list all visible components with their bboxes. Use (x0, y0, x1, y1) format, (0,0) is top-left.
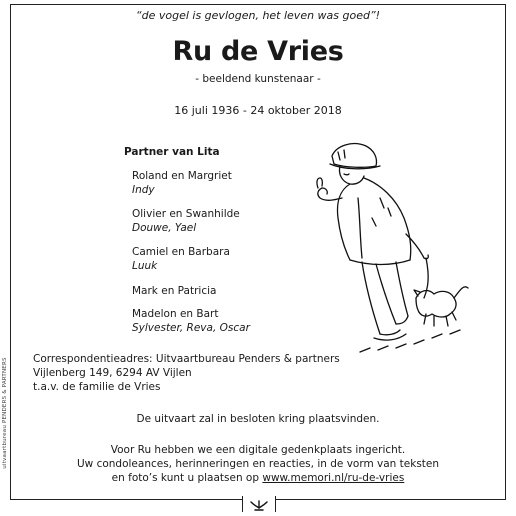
correspondence-line: Correspondentieadres: Uitvaartbureau Penders & partners (33, 353, 340, 365)
family-entry (132, 245, 230, 273)
correspondence-line: Vijlenberg 149, 6294 AV Vijlen (33, 367, 192, 379)
man-walking-dog-illustration (300, 138, 476, 368)
family-parents: Roland en Margriet (132, 170, 232, 182)
memorial-line: Voor Ru hebben we een digitale gedenkplaats ingericht. (110, 444, 406, 456)
side-credit-text: uitvaartbureau PENDERS & PARTNERS (2, 357, 8, 469)
family-children: Indy (132, 184, 155, 196)
correspondence-address (33, 352, 340, 394)
partner-line: Partner van Lita (124, 146, 220, 158)
life-dates: 16 juli 1936 - 24 oktober 2018 (174, 104, 342, 117)
funeral-note: De uitvaart zal in besloten kring plaatsvinden. (136, 413, 380, 425)
quote: “de vogel is gevlogen, het leven was goed”! (135, 9, 381, 22)
family-entry (132, 169, 232, 197)
correspondence-line: t.a.v. de familie de Vries (33, 381, 161, 393)
memorial-line-text: en foto’s kunt u plaatsen op (111, 472, 263, 484)
family-entry (132, 207, 240, 235)
deceased-name: Ru de Vries (172, 36, 344, 67)
family-parents: Olivier en Swanhilde (132, 208, 240, 220)
memorial-line: Uw condoleances, herinneringen en reacties, in de vorm van teksten (76, 458, 440, 470)
family-entry (132, 284, 216, 298)
subtitle: - beeldend kunstenaar - (195, 73, 321, 85)
family-children: Sylvester, Reva, Oscar (132, 322, 250, 334)
family-entry (132, 307, 250, 335)
memorial-line (0, 471, 516, 485)
family-children: Douwe, Yael (132, 222, 197, 234)
family-children: Luuk (132, 260, 158, 272)
bird-logo-icon (242, 496, 276, 512)
family-parents: Camiel en Barbara (132, 246, 230, 258)
family-parents: Mark en Patricia (132, 285, 217, 297)
family-parents: Madelon en Bart (132, 308, 219, 320)
memorial-link[interactable]: www.memori.nl/ru-de-vries (262, 472, 405, 484)
